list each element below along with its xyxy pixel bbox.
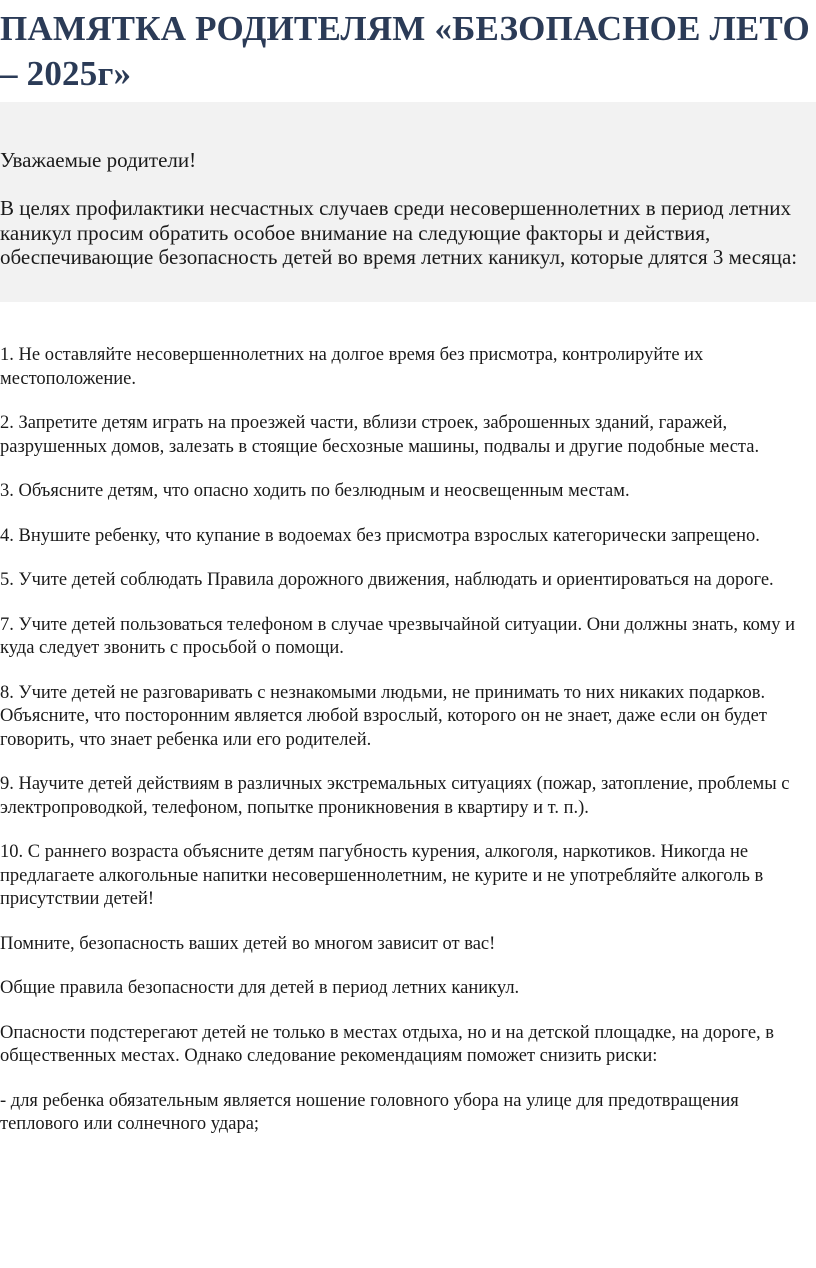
list-item: 8. Учите детей не разговаривать с незнакомыми людьми, не принимать то них никаких подарков. Объясните, что посторонним является любой взрослый, которого он не знает, даже если он будет говорить, что знает ребенка или его родителей. <box>0 682 767 750</box>
list-item: 10. С раннего возраста объясните детям пагубность курения, алкоголя, наркотиков. Никогда не предлагаете алкогольные напитки несовершеннолетним, не курите и не употребляйте алкоголь в присутствии детей! <box>0 842 764 909</box>
intro-text: В целях профилактики несчастных случаев среди несовершеннолетних в период летних каникул просим обратить особое внимание на следующие факторы и действия, обеспечивающие безопасность детей во время летних каникул, которые длятся 3 месяца: <box>0 196 798 269</box>
general-rules-heading: Общие правила безопасности для детей в период летних каникул. <box>0 978 520 998</box>
list-item: 3. Объясните детям, что опасно ходить по безлюдным и неосвещенным местам. <box>0 481 630 501</box>
rule-hat: - для ребенка обязательным является ношение головного убора на улице для предотвращения теплового или солнечного удара; <box>0 1090 739 1134</box>
page-title: ПАМЯТКА РОДИТЕЛЯМ «БЕЗОПАСНОЕ ЛЕТО – 2025г» <box>0 9 810 93</box>
list-item: 7. Учите детей пользоваться телефоном в случае чрезвычайной ситуации. Они должны знать, кому и куда следует звонить с просьбой о помощи. <box>0 614 796 658</box>
dangers-text: Опасности подстерегают детей не только в местах отдыха, но и на детской площадке, на дороге, в общественных местах. Однако следование рекомендациям поможет снизить риски: <box>0 1022 775 1066</box>
content <box>0 344 814 1158</box>
intro-box <box>0 102 816 302</box>
list-item: 1. Не оставляйте несовершеннолетних на долгое время без присмотра, контролируйте их местоположение. <box>0 345 704 389</box>
reminder-text: Помните, безопасность ваших детей во многом зависит от вас! <box>0 933 496 954</box>
list-item: 9. Научите детей действиям в различных экстремальных ситуациях (пожар, затопление, проблемы с электропроводкой, телефоном, попытке проникновения в квартиру и т. п.). <box>0 774 790 818</box>
list-item: 5. Учите детей соблюдать Правила дорожного движения, наблюдать и ориентироваться на дороге. <box>0 570 774 590</box>
greeting: Уважаемые родители! <box>0 148 197 172</box>
list-item: 2. Запретите детям играть на проезжей части, вблизи строек, заброшенных зданий, гаражей, разрушенных домов, залезать в стоящие бесхозные машины, подвалы и другие подобные места. <box>0 413 760 457</box>
list-item: 4. Внушите ребенку, что купание в водоемах без присмотра взрослых категорически запрещено. <box>0 525 760 546</box>
